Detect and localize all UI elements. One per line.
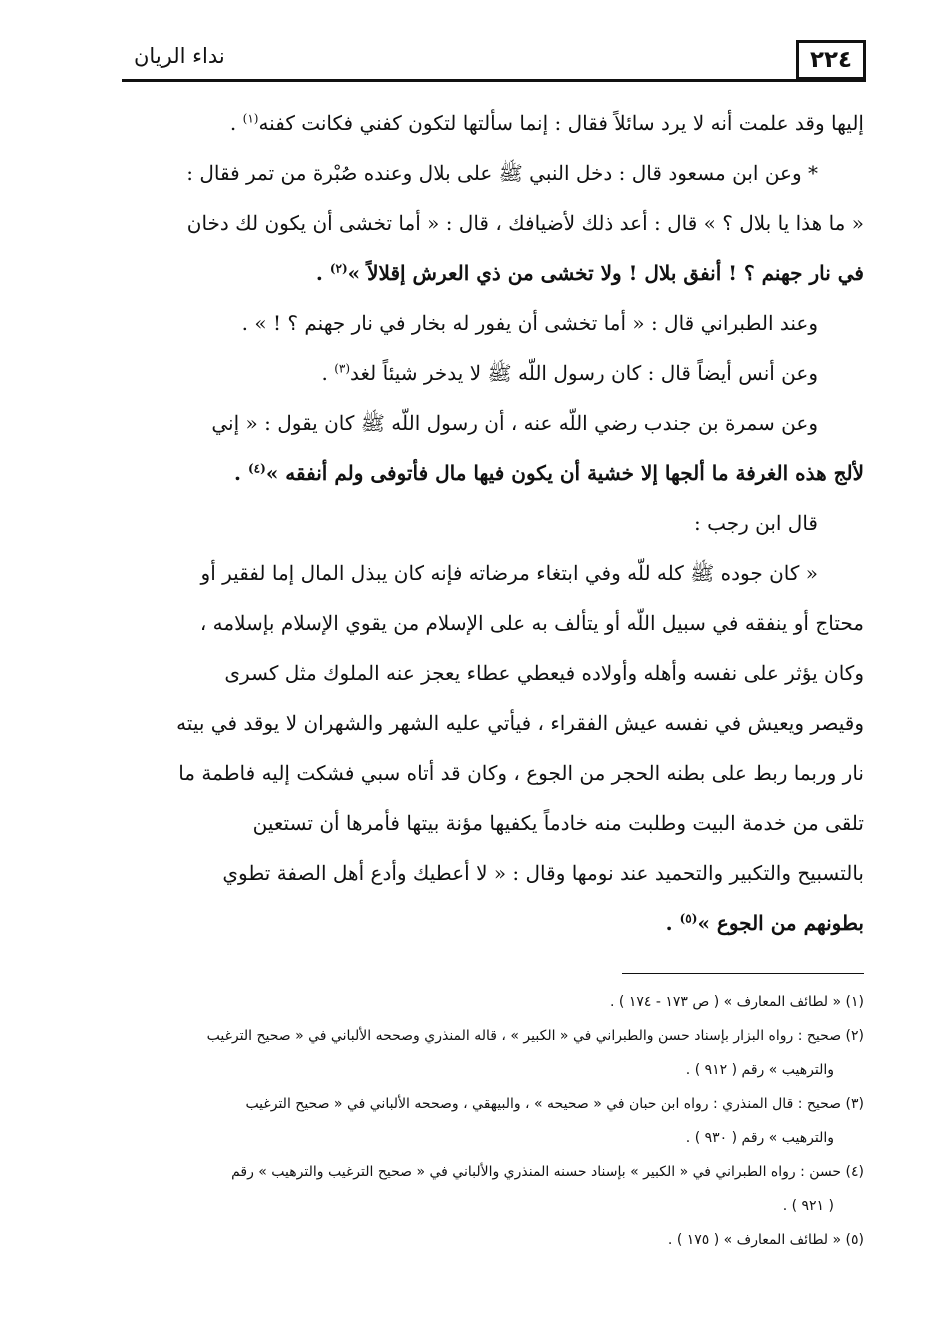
text-line bbox=[118, 148, 864, 198]
line-ending: . bbox=[321, 361, 335, 385]
footnote bbox=[118, 1087, 864, 1155]
text-line bbox=[118, 748, 864, 798]
text-line-content: وعند الطبراني قال : « أما تخشى أن يفور له بخار في نار جهنم ؟ ! » . bbox=[241, 311, 818, 335]
text-line-content: وقيصر ويعيش في نفسه عيش الفقراء ، فيأتي عليه الشهر والشهران لا يوقد في بيته bbox=[176, 711, 864, 735]
text-line-content: وعن سمرة بن جندب رضي اللّه عنه ، أن رسول اللّه ﷺ كان يقول : « إني bbox=[211, 411, 818, 435]
text-line bbox=[118, 248, 864, 298]
text-line-content: إليها وقد علمت أنه لا يرد سائلاً فقال : إنما سألتها لتكون كفني فكانت كفنه bbox=[258, 111, 864, 135]
footnote-separator bbox=[622, 973, 864, 974]
line-ending: . bbox=[234, 461, 248, 485]
text-line-content: نار وربما ربط على بطنه الحجر من الجوع ، وكان قد أتاه سبي فشكت إليه فاطمة ما bbox=[178, 761, 864, 785]
text-line-content: لألج هذه الغرفة ما ألجها إلا خشية أن يكون فيها مال فأتوفى ولم أنفقه » bbox=[265, 461, 864, 485]
text-line bbox=[118, 198, 864, 248]
footnote-reference[interactable]: (٥) bbox=[679, 911, 698, 926]
text-line-content: « كان جوده ﷺ كله للّه وفي ابتغاء مرضاته فإنه كان يبذل المال إما لفقير أو bbox=[200, 561, 818, 585]
line-ending: . bbox=[315, 261, 330, 285]
text-line-content: تلقى من خدمة البيت وطلبت منه خادماً يكفيها مؤنة بيتها فأمرها أن تستعين bbox=[252, 811, 864, 835]
text-line bbox=[118, 398, 864, 448]
text-line-content: وعن أنس أيضاً قال : كان رسول اللّه ﷺ لا يدخر شيئاً لغد bbox=[350, 361, 818, 385]
line-ending: . bbox=[665, 911, 680, 935]
footnote-reference[interactable]: (٣) bbox=[334, 361, 351, 376]
main-paragraphs bbox=[118, 98, 864, 948]
text-line bbox=[118, 698, 864, 748]
footnote-line: ( ٩٢١ ) . bbox=[782, 1198, 834, 1214]
text-line-content: * وعن ابن مسعود قال : دخل النبي ﷺ على بلال وعنده صُبْرة من تمر فقال : bbox=[186, 161, 818, 185]
footnote-line: (٤) حسن : رواه الطبراني في « الكبير » بإسناد حسنه المنذري والألباني في « صحيح الترغيب والترهيب » رقم bbox=[231, 1164, 864, 1180]
footnote-line: (٣) صحيح : قال المنذري : رواه ابن حبان في « صحيحه » ، والبيهقي ، وصححه الألباني في « صحيح الترغيب bbox=[245, 1096, 864, 1112]
text-line bbox=[118, 898, 864, 948]
text-line bbox=[118, 298, 864, 348]
text-line bbox=[118, 98, 864, 148]
footnote-reference[interactable]: (٢) bbox=[329, 261, 348, 276]
text-line bbox=[118, 798, 864, 848]
footnote bbox=[118, 1019, 864, 1087]
line-ending: . bbox=[229, 111, 243, 135]
header-rule bbox=[122, 79, 866, 82]
text-line-content: وكان يؤثر على نفسه وأهله وأولاده فيعطي عطاء يعجز عنه الملوك مثل كسرى bbox=[224, 661, 864, 685]
text-line-content: بطونهم من الجوع » bbox=[697, 911, 864, 935]
footnote-line: والترهيب » رقم ( ٩٣٠ ) . bbox=[685, 1130, 834, 1146]
main-text bbox=[118, 98, 864, 948]
text-line-content: محتاج أو ينفقه في سبيل اللّه أو يتألف به على الإسلام من يقوي الإسلام بإسلامه ، bbox=[199, 611, 864, 635]
page-header bbox=[122, 38, 866, 82]
page-number: ٢٢٤ bbox=[796, 40, 866, 80]
text-line bbox=[118, 348, 864, 398]
text-line bbox=[118, 848, 864, 898]
text-line-content: في نار جهنم ؟ ! أنفق بلال ! ولا تخشى من ذي العرش إقلالاً » bbox=[347, 261, 864, 285]
text-line-content: « ما هذا يا بلال ؟ » قال : أعد ذلك لأضيافك ، قال : « أما تخشى أن يكون لك دخان bbox=[186, 211, 864, 235]
footnote-line: والترهيب » رقم ( ٩١٢ ) . bbox=[685, 1062, 834, 1078]
footnote-line: (٥) « لطائف المعارف » ( ١٧٥ ) . bbox=[667, 1232, 864, 1248]
footnote-reference[interactable]: (١) bbox=[242, 111, 259, 126]
footnotes bbox=[118, 985, 864, 1257]
running-title: نداء الريان bbox=[134, 44, 225, 68]
footnote bbox=[118, 1155, 864, 1223]
text-line bbox=[118, 498, 864, 548]
footnote-line: (٢) صحيح : رواه البزار بإسناد حسن والطبراني في « الكبير » ، قاله المنذري وصححه الألباني في « صحيح الترغيب bbox=[206, 1028, 864, 1044]
footnote-reference[interactable]: (٤) bbox=[247, 461, 266, 476]
footnote bbox=[118, 1223, 864, 1257]
text-line bbox=[118, 548, 864, 598]
text-line bbox=[118, 648, 864, 698]
text-line-content: قال ابن رجب : bbox=[693, 511, 818, 535]
text-line bbox=[118, 598, 864, 648]
text-line bbox=[118, 448, 864, 498]
footnote bbox=[118, 985, 864, 1019]
text-line-content: بالتسبيح والتكبير والتحميد عند نومها وقال : « لا أعطيك وأدع أهل الصفة تطوي bbox=[222, 861, 864, 885]
footnote-line: (١) « لطائف المعارف » ( ص ١٧٣ - ١٧٤ ) . bbox=[610, 994, 864, 1010]
